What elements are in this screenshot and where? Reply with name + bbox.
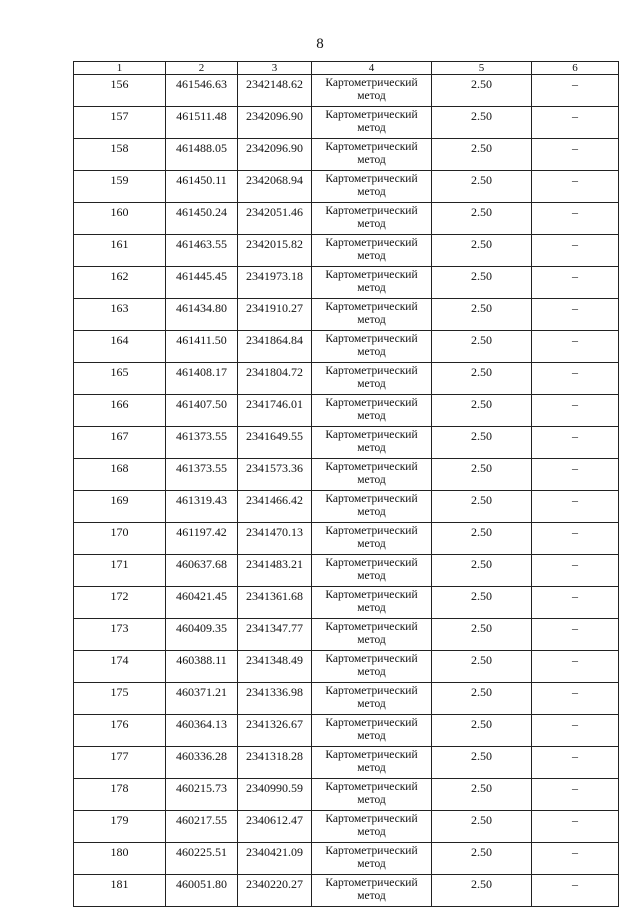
note-cell: – bbox=[532, 587, 619, 619]
page-number: 8 bbox=[316, 36, 324, 52]
y-coordinate-cell: 2342051.46 bbox=[238, 203, 312, 235]
column-header: 4 bbox=[312, 62, 432, 75]
y-coordinate-cell: 2341318.28 bbox=[238, 747, 312, 779]
note-cell: – bbox=[532, 683, 619, 715]
x-coordinate-cell: 461546.63 bbox=[166, 75, 238, 107]
method-line-1: Картометрический bbox=[325, 845, 418, 857]
method-cell bbox=[312, 811, 432, 843]
method-line-2: метод bbox=[357, 729, 386, 742]
method-line-1: Картометрический bbox=[325, 205, 418, 217]
table-row bbox=[74, 139, 619, 171]
y-coordinate-cell: 2341864.84 bbox=[238, 331, 312, 363]
y-coordinate-cell: 2341466.42 bbox=[238, 491, 312, 523]
accuracy-cell: 2.50 bbox=[432, 459, 532, 491]
table-row bbox=[74, 811, 619, 843]
method-cell bbox=[312, 331, 432, 363]
note-cell: – bbox=[532, 107, 619, 139]
point-number-cell: 179 bbox=[74, 811, 166, 843]
x-coordinate-cell: 461488.05 bbox=[166, 139, 238, 171]
x-coordinate-cell: 461373.55 bbox=[166, 427, 238, 459]
table-row bbox=[74, 459, 619, 491]
y-coordinate-cell: 2340220.27 bbox=[238, 875, 312, 907]
method-line-1: Картометрический bbox=[325, 781, 418, 793]
method-cell bbox=[312, 299, 432, 331]
note-cell: – bbox=[532, 331, 619, 363]
table-row bbox=[74, 107, 619, 139]
point-number-cell: 164 bbox=[74, 331, 166, 363]
y-coordinate-cell: 2341348.49 bbox=[238, 651, 312, 683]
x-coordinate-cell: 461407.50 bbox=[166, 395, 238, 427]
method-cell bbox=[312, 843, 432, 875]
accuracy-cell: 2.50 bbox=[432, 875, 532, 907]
method-cell bbox=[312, 459, 432, 491]
table-header-row bbox=[74, 62, 619, 75]
method-cell bbox=[312, 619, 432, 651]
accuracy-cell: 2.50 bbox=[432, 171, 532, 203]
method-line-1: Картометрический bbox=[325, 461, 418, 473]
x-coordinate-cell: 461445.45 bbox=[166, 267, 238, 299]
method-line-1: Картометрический bbox=[325, 237, 418, 249]
accuracy-cell: 2.50 bbox=[432, 203, 532, 235]
method-line-2: метод bbox=[357, 537, 386, 550]
accuracy-cell: 2.50 bbox=[432, 683, 532, 715]
method-line-1: Картометрический bbox=[325, 557, 418, 569]
table-row bbox=[74, 171, 619, 203]
method-line-1: Картометрический bbox=[325, 749, 418, 761]
table-row bbox=[74, 683, 619, 715]
y-coordinate-cell: 2340421.09 bbox=[238, 843, 312, 875]
note-cell: – bbox=[532, 747, 619, 779]
method-line-2: метод bbox=[357, 793, 386, 806]
method-line-1: Картометрический bbox=[325, 141, 418, 153]
method-cell bbox=[312, 523, 432, 555]
point-number-cell: 174 bbox=[74, 651, 166, 683]
y-coordinate-cell: 2342015.82 bbox=[238, 235, 312, 267]
method-line-1: Картометрический bbox=[325, 877, 418, 889]
method-line-2: метод bbox=[357, 825, 386, 838]
method-line-2: метод bbox=[357, 473, 386, 486]
table-row bbox=[74, 843, 619, 875]
method-line-2: метод bbox=[357, 313, 386, 326]
accuracy-cell: 2.50 bbox=[432, 619, 532, 651]
accuracy-cell: 2.50 bbox=[432, 427, 532, 459]
accuracy-cell: 2.50 bbox=[432, 139, 532, 171]
point-number-cell: 159 bbox=[74, 171, 166, 203]
x-coordinate-cell: 460215.73 bbox=[166, 779, 238, 811]
accuracy-cell: 2.50 bbox=[432, 843, 532, 875]
note-cell: – bbox=[532, 235, 619, 267]
accuracy-cell: 2.50 bbox=[432, 811, 532, 843]
method-line-2: метод bbox=[357, 601, 386, 614]
point-number-cell: 181 bbox=[74, 875, 166, 907]
note-cell: – bbox=[532, 299, 619, 331]
y-coordinate-cell: 2341973.18 bbox=[238, 267, 312, 299]
y-coordinate-cell: 2341361.68 bbox=[238, 587, 312, 619]
y-coordinate-cell: 2342096.90 bbox=[238, 107, 312, 139]
method-line-1: Картометрический bbox=[325, 109, 418, 121]
method-cell bbox=[312, 651, 432, 683]
method-line-1: Картометрический bbox=[325, 653, 418, 665]
x-coordinate-cell: 461434.80 bbox=[166, 299, 238, 331]
table-row bbox=[74, 747, 619, 779]
note-cell: – bbox=[532, 523, 619, 555]
method-line-2: метод bbox=[357, 441, 386, 454]
method-line-1: Картометрический bbox=[325, 493, 418, 505]
point-number-cell: 167 bbox=[74, 427, 166, 459]
accuracy-cell: 2.50 bbox=[432, 75, 532, 107]
point-number-cell: 178 bbox=[74, 779, 166, 811]
method-line-1: Картометрический bbox=[325, 397, 418, 409]
x-coordinate-cell: 461319.43 bbox=[166, 491, 238, 523]
y-coordinate-cell: 2341347.77 bbox=[238, 619, 312, 651]
method-line-2: метод bbox=[357, 345, 386, 358]
y-coordinate-cell: 2341326.67 bbox=[238, 715, 312, 747]
note-cell: – bbox=[532, 427, 619, 459]
table-row bbox=[74, 427, 619, 459]
note-cell: – bbox=[532, 619, 619, 651]
point-number-cell: 166 bbox=[74, 395, 166, 427]
column-header: 3 bbox=[238, 62, 312, 75]
x-coordinate-cell: 460364.13 bbox=[166, 715, 238, 747]
method-line-1: Картометрический bbox=[325, 77, 418, 89]
note-cell: – bbox=[532, 715, 619, 747]
note-cell: – bbox=[532, 555, 619, 587]
x-coordinate-cell: 461411.50 bbox=[166, 331, 238, 363]
x-coordinate-cell: 460388.11 bbox=[166, 651, 238, 683]
x-coordinate-cell: 460371.21 bbox=[166, 683, 238, 715]
point-number-cell: 177 bbox=[74, 747, 166, 779]
x-coordinate-cell: 460217.55 bbox=[166, 811, 238, 843]
method-line-2: метод bbox=[357, 249, 386, 262]
method-cell bbox=[312, 427, 432, 459]
table-row bbox=[74, 235, 619, 267]
method-line-2: метод bbox=[357, 185, 386, 198]
point-number-cell: 175 bbox=[74, 683, 166, 715]
point-number-cell: 165 bbox=[74, 363, 166, 395]
point-number-cell: 160 bbox=[74, 203, 166, 235]
note-cell: – bbox=[532, 267, 619, 299]
accuracy-cell: 2.50 bbox=[432, 299, 532, 331]
table-row bbox=[74, 523, 619, 555]
method-line-2: метод bbox=[357, 121, 386, 134]
x-coordinate-cell: 461463.55 bbox=[166, 235, 238, 267]
point-number-cell: 168 bbox=[74, 459, 166, 491]
note-cell: – bbox=[532, 779, 619, 811]
accuracy-cell: 2.50 bbox=[432, 235, 532, 267]
method-line-2: метод bbox=[357, 633, 386, 646]
note-cell: – bbox=[532, 875, 619, 907]
method-line-2: метод bbox=[357, 889, 386, 902]
table-row bbox=[74, 363, 619, 395]
point-number-cell: 156 bbox=[74, 75, 166, 107]
method-line-2: метод bbox=[357, 505, 386, 518]
note-cell: – bbox=[532, 459, 619, 491]
method-cell bbox=[312, 267, 432, 299]
x-coordinate-cell: 460421.45 bbox=[166, 587, 238, 619]
accuracy-cell: 2.50 bbox=[432, 715, 532, 747]
point-number-cell: 171 bbox=[74, 555, 166, 587]
point-number-cell: 172 bbox=[74, 587, 166, 619]
method-cell bbox=[312, 715, 432, 747]
y-coordinate-cell: 2342068.94 bbox=[238, 171, 312, 203]
accuracy-cell: 2.50 bbox=[432, 523, 532, 555]
table-row bbox=[74, 555, 619, 587]
method-line-1: Картометрический bbox=[325, 429, 418, 441]
point-number-cell: 180 bbox=[74, 843, 166, 875]
note-cell: – bbox=[532, 203, 619, 235]
y-coordinate-cell: 2341804.72 bbox=[238, 363, 312, 395]
point-number-cell: 158 bbox=[74, 139, 166, 171]
table-row bbox=[74, 299, 619, 331]
method-cell bbox=[312, 235, 432, 267]
method-cell bbox=[312, 491, 432, 523]
method-line-2: метод bbox=[357, 697, 386, 710]
x-coordinate-cell: 461373.55 bbox=[166, 459, 238, 491]
method-line-2: метод bbox=[357, 857, 386, 870]
point-number-cell: 163 bbox=[74, 299, 166, 331]
table-row bbox=[74, 491, 619, 523]
table-row bbox=[74, 587, 619, 619]
y-coordinate-cell: 2341910.27 bbox=[238, 299, 312, 331]
method-cell bbox=[312, 587, 432, 619]
method-line-2: метод bbox=[357, 89, 386, 102]
point-number-cell: 169 bbox=[74, 491, 166, 523]
accuracy-cell: 2.50 bbox=[432, 491, 532, 523]
point-number-cell: 162 bbox=[74, 267, 166, 299]
method-cell bbox=[312, 107, 432, 139]
note-cell: – bbox=[532, 811, 619, 843]
method-cell bbox=[312, 555, 432, 587]
point-number-cell: 170 bbox=[74, 523, 166, 555]
method-line-2: метод bbox=[357, 153, 386, 166]
method-line-1: Картометрический bbox=[325, 621, 418, 633]
coordinates-table bbox=[73, 61, 619, 907]
accuracy-cell: 2.50 bbox=[432, 747, 532, 779]
method-cell bbox=[312, 875, 432, 907]
table-row bbox=[74, 619, 619, 651]
y-coordinate-cell: 2342096.90 bbox=[238, 139, 312, 171]
x-coordinate-cell: 461450.24 bbox=[166, 203, 238, 235]
table-row bbox=[74, 651, 619, 683]
point-number-cell: 157 bbox=[74, 107, 166, 139]
point-number-cell: 161 bbox=[74, 235, 166, 267]
x-coordinate-cell: 461408.17 bbox=[166, 363, 238, 395]
accuracy-cell: 2.50 bbox=[432, 395, 532, 427]
y-coordinate-cell: 2341573.36 bbox=[238, 459, 312, 491]
method-cell bbox=[312, 779, 432, 811]
method-line-1: Картометрический bbox=[325, 333, 418, 345]
y-coordinate-cell: 2341483.21 bbox=[238, 555, 312, 587]
method-cell bbox=[312, 395, 432, 427]
method-line-2: метод bbox=[357, 665, 386, 678]
method-line-1: Картометрический bbox=[325, 365, 418, 377]
y-coordinate-cell: 2341336.98 bbox=[238, 683, 312, 715]
table-row bbox=[74, 395, 619, 427]
y-coordinate-cell: 2341470.13 bbox=[238, 523, 312, 555]
note-cell: – bbox=[532, 171, 619, 203]
y-coordinate-cell: 2340612.47 bbox=[238, 811, 312, 843]
method-cell bbox=[312, 203, 432, 235]
method-cell bbox=[312, 363, 432, 395]
method-line-1: Картометрический bbox=[325, 717, 418, 729]
method-cell bbox=[312, 171, 432, 203]
method-line-2: метод bbox=[357, 217, 386, 230]
note-cell: – bbox=[532, 395, 619, 427]
method-line-1: Картометрический bbox=[325, 269, 418, 281]
column-header: 5 bbox=[432, 62, 532, 75]
y-coordinate-cell: 2341649.55 bbox=[238, 427, 312, 459]
table-row bbox=[74, 779, 619, 811]
note-cell: – bbox=[532, 651, 619, 683]
accuracy-cell: 2.50 bbox=[432, 555, 532, 587]
method-line-1: Картометрический bbox=[325, 589, 418, 601]
point-number-cell: 176 bbox=[74, 715, 166, 747]
note-cell: – bbox=[532, 139, 619, 171]
method-line-2: метод bbox=[357, 569, 386, 582]
x-coordinate-cell: 460051.80 bbox=[166, 875, 238, 907]
method-line-1: Картометрический bbox=[325, 525, 418, 537]
method-line-2: метод bbox=[357, 377, 386, 390]
method-line-1: Картометрический bbox=[325, 813, 418, 825]
table-row bbox=[74, 75, 619, 107]
point-number-cell: 173 bbox=[74, 619, 166, 651]
method-line-1: Картометрический bbox=[325, 685, 418, 697]
method-line-2: метод bbox=[357, 409, 386, 422]
accuracy-cell: 2.50 bbox=[432, 779, 532, 811]
accuracy-cell: 2.50 bbox=[432, 331, 532, 363]
x-coordinate-cell: 461450.11 bbox=[166, 171, 238, 203]
method-cell bbox=[312, 683, 432, 715]
y-coordinate-cell: 2341746.01 bbox=[238, 395, 312, 427]
note-cell: – bbox=[532, 491, 619, 523]
table-row bbox=[74, 267, 619, 299]
method-line-1: Картометрический bbox=[325, 301, 418, 313]
x-coordinate-cell: 460637.68 bbox=[166, 555, 238, 587]
x-coordinate-cell: 460225.51 bbox=[166, 843, 238, 875]
x-coordinate-cell: 460409.35 bbox=[166, 619, 238, 651]
accuracy-cell: 2.50 bbox=[432, 267, 532, 299]
accuracy-cell: 2.50 bbox=[432, 587, 532, 619]
method-line-2: метод bbox=[357, 761, 386, 774]
accuracy-cell: 2.50 bbox=[432, 107, 532, 139]
method-line-1: Картометрический bbox=[325, 173, 418, 185]
x-coordinate-cell: 461511.48 bbox=[166, 107, 238, 139]
column-header: 6 bbox=[532, 62, 619, 75]
note-cell: – bbox=[532, 363, 619, 395]
method-cell bbox=[312, 747, 432, 779]
y-coordinate-cell: 2340990.59 bbox=[238, 779, 312, 811]
x-coordinate-cell: 461197.42 bbox=[166, 523, 238, 555]
table-row bbox=[74, 715, 619, 747]
table-row bbox=[74, 203, 619, 235]
method-cell bbox=[312, 75, 432, 107]
x-coordinate-cell: 460336.28 bbox=[166, 747, 238, 779]
column-header: 2 bbox=[166, 62, 238, 75]
y-coordinate-cell: 2342148.62 bbox=[238, 75, 312, 107]
column-header: 1 bbox=[74, 62, 166, 75]
table-row bbox=[74, 875, 619, 907]
accuracy-cell: 2.50 bbox=[432, 651, 532, 683]
note-cell: – bbox=[532, 843, 619, 875]
table-row bbox=[74, 331, 619, 363]
method-cell bbox=[312, 139, 432, 171]
note-cell: – bbox=[532, 75, 619, 107]
method-line-2: метод bbox=[357, 281, 386, 294]
accuracy-cell: 2.50 bbox=[432, 363, 532, 395]
